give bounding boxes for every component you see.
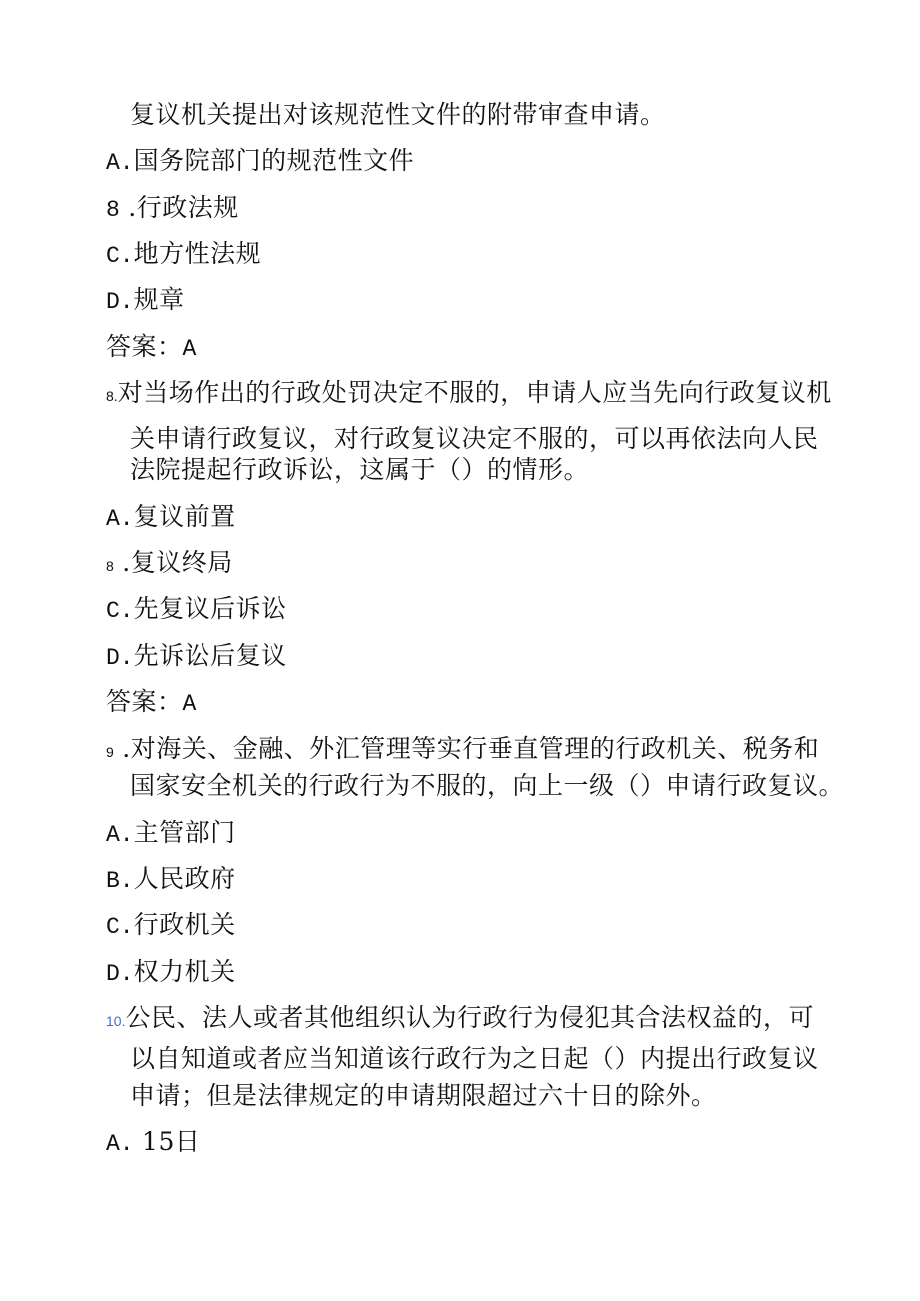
option-c (106, 593, 287, 627)
text-line (130, 99, 666, 131)
question-text: 法院提起行政诉讼，这属于（）的情形。 (130, 455, 590, 484)
question-text: 国家安全机关的行政行为不服的，向上一级（）申请行政复议。 (130, 771, 845, 800)
option-a (106, 145, 414, 179)
question-line (130, 770, 844, 802)
question-line (130, 1080, 717, 1112)
option-text: 先诉讼后复议 (133, 641, 287, 670)
option-label: C. (106, 243, 134, 269)
option-label: A. (106, 506, 134, 532)
option-text: 行政机关 (133, 910, 236, 939)
option-a (106, 1126, 200, 1160)
question-line (130, 423, 819, 455)
answer-line (106, 686, 196, 720)
question-line (106, 1002, 814, 1037)
answer-label: 答案： (106, 687, 183, 716)
option-text: .行政法规 (119, 193, 239, 222)
option-label: D. (106, 961, 134, 987)
option-b (106, 547, 233, 582)
option-c (106, 909, 236, 943)
option-label: 8 (106, 197, 120, 223)
answer-value: A (182, 336, 197, 362)
option-b (106, 863, 236, 897)
question-text: 申请；但是法律规定的申请期限超过六十日的除外。 (130, 1081, 717, 1110)
option-d (106, 284, 185, 318)
option-label: B. (106, 868, 134, 894)
option-d (106, 640, 287, 674)
option-b (106, 192, 239, 226)
option-text: 国务院部门的规范性文件 (133, 146, 415, 175)
option-label: 8 (106, 558, 114, 574)
option-text: 地方性法规 (133, 239, 262, 268)
question-text: 公民、法人或者其他组织认为行政行为侵犯其合法权益的，可 (125, 1003, 814, 1032)
question-line (130, 1043, 819, 1075)
option-a (106, 501, 236, 535)
option-text: 主管部门 (133, 818, 236, 847)
question-text: 以自知道或者应当知道该行政行为之日起（）内提出行政复议 (130, 1044, 819, 1073)
question-number: 9 (106, 744, 114, 760)
option-label: A. (106, 150, 134, 176)
option-label: C. (106, 914, 134, 940)
question-line (106, 733, 819, 768)
question-text: .对海关、金融、外汇管理等实行垂直管理的行政机关、税务和 (113, 734, 820, 763)
option-label: D. (106, 645, 134, 671)
option-c (106, 238, 261, 272)
option-text: 15日 (133, 1127, 201, 1156)
answer-value: A (182, 691, 197, 717)
option-text: 先复议后诉讼 (133, 594, 287, 623)
option-text: .复议终局 (113, 548, 233, 577)
option-text: 人民政府 (133, 864, 236, 893)
answer-line (106, 331, 196, 365)
continuation-text: 复议机关提出对该规范性文件的附带审查申请。 (130, 100, 666, 129)
option-text: 复议前置 (133, 502, 236, 531)
question-text: 对当场作出的行政处罚决定不服的，申请人应当先向行政复议机 (117, 378, 832, 407)
question-line (130, 454, 589, 486)
option-label: A. (106, 822, 134, 848)
question-number: 10. (106, 1013, 126, 1029)
option-text: 规章 (133, 285, 185, 314)
option-label: A. (106, 1131, 134, 1157)
option-label: D. (106, 289, 134, 315)
question-text: 关申请行政复议，对行政复议决定不服的，可以再依法向人民 (130, 424, 819, 453)
question-number: 8. (106, 388, 118, 404)
option-label: C. (106, 598, 134, 624)
question-line (106, 377, 832, 412)
option-d (106, 956, 236, 990)
option-a (106, 817, 236, 851)
answer-label: 答案： (106, 332, 183, 361)
option-text: 权力机关 (133, 957, 236, 986)
